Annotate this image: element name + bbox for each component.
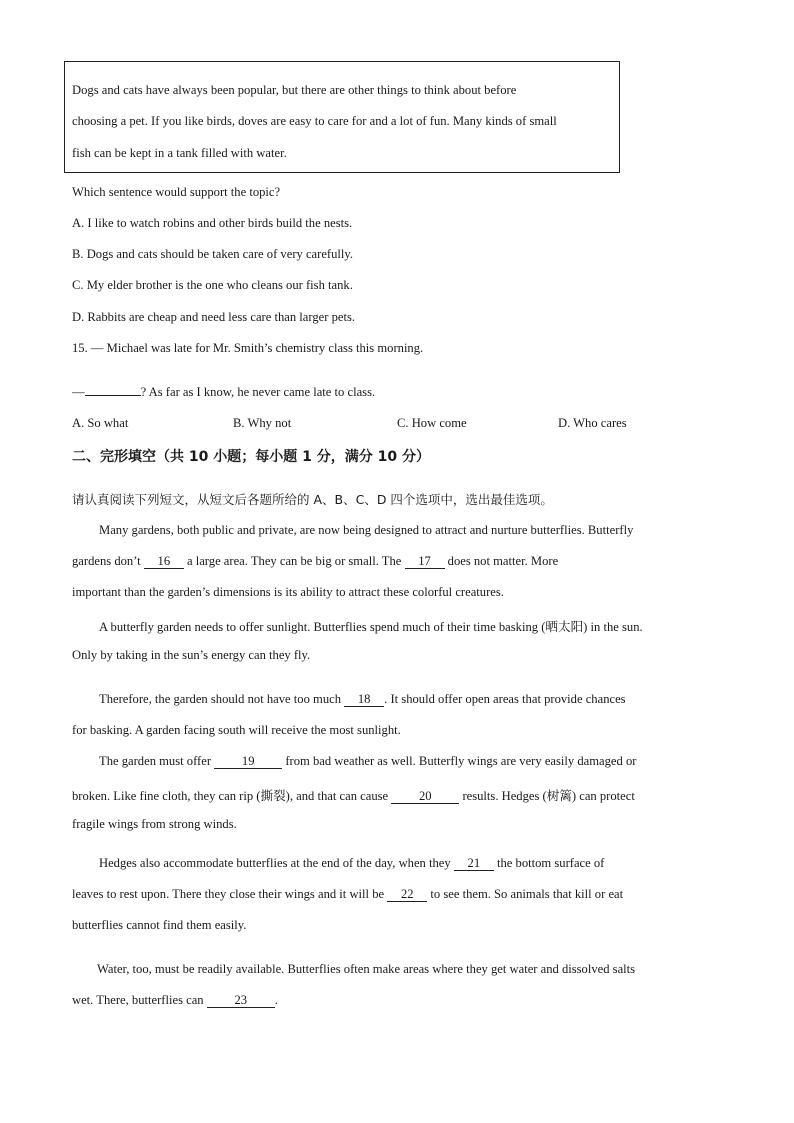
text-run: wet. There, butterflies can [72,993,204,1007]
p3-line-2: for basking. A garden facing south will receive the most sunlight. [72,723,401,737]
q15-option-d: D. Who cares [558,416,627,430]
blank-19: 19 [214,755,282,769]
q15-reply [72,385,375,400]
p2-line-2: Only by taking in the sun’s energy can they fly. [72,648,311,662]
p1-line-3: important than the garden’s dimensions is its ability to attract these colorful creatures. [72,585,504,599]
text-run: The garden must offer [99,754,212,768]
text-run: leaves to rest upon. There they close their wings and it will be [72,887,385,901]
q15-option-b: B. Why not [233,416,292,430]
p2-line-1: A butterfly garden needs to offer sunlight. Butterflies spend much of their time basking (晒太阳) in the sun. [99,620,643,634]
blank-22: 22 [387,888,427,902]
box-line-2: choosing a pet. If you like birds, doves are easy to care for and a lot of fun. Many kinds of small [72,114,557,128]
text-run: . It should offer open areas that provide chances [384,692,626,706]
p3-line-1 [99,692,626,707]
text-run: to see them. So animals that kill or eat [430,887,624,901]
q14-option-a: A. I like to watch robins and other birds build the nests. [72,216,353,230]
blank-16: 16 [144,555,184,569]
box-line-3: fish can be kept in a tank filled with water. [72,146,287,160]
blank-17: 17 [405,555,445,569]
blank-20: 20 [391,790,459,804]
p5-line-3: butterflies cannot find them easily. [72,918,247,932]
text-run: the bottom surface of [497,856,605,870]
q14-option-d: D. Rabbits are cheap and need less care than larger pets. [72,310,356,324]
p1-line-2 [72,554,558,569]
text-run: results. Hedges (树篱) can protect [462,789,635,803]
text-run: Therefore, the garden should not have too much [99,692,341,706]
q15-reply-text: ? As far as I know, he never came late to class. [140,385,376,399]
text-run: does not matter. More [447,554,559,568]
q14-option-b: B. Dogs and cats should be taken care of very carefully. [72,247,354,261]
text-run: from bad weather as well. Butterfly wings are very easily damaged or [285,754,637,768]
blank-18: 18 [344,693,384,707]
p6-line-1: Water, too, must be readily available. Butterflies often make areas where they get water and dissolved salts [97,962,636,976]
text-run: a large area. They can be big or small. The [186,554,402,568]
text-run: broken. Like fine cloth, they can rip (撕裂), and that can cause [72,789,389,803]
q15-answer-blank [85,395,141,396]
p6-line-2 [72,993,278,1008]
text-run: . [274,993,278,1007]
blank-23: 23 [207,994,275,1008]
p4-line-3: fragile wings from strong winds. [72,817,237,831]
p4-line-1 [99,754,636,769]
section-heading: 二、完形填空（共 10 小题；每小题 1 分，满分 10 分） [72,449,430,465]
q15-option-c: C. How come [397,416,467,430]
q15-stem: 15. — Michael was late for Mr. Smith’s chemistry class this morning. [72,341,424,355]
box-line-1: Dogs and cats have always been popular, but there are other things to think about before [72,83,517,97]
q15-option-a: A. So what [72,416,129,430]
p1-line-1: Many gardens, both public and private, are now being designed to attract and nurture butterflies. Butterfly [99,523,634,537]
p4-line-2 [72,785,635,804]
q15-reply-dash: — [72,385,85,399]
section-instruction: 请认真阅读下列短文，从短文后各题所给的 A、B、C、D 四个选项中，选出最佳选项。 [72,492,553,507]
q14-question: Which sentence would support the topic? [72,185,281,199]
blank-21: 21 [454,857,494,871]
q14-option-c: C. My elder brother is the one who cleans our fish tank. [72,278,353,292]
p5-line-2 [72,887,623,902]
p5-line-1 [99,856,604,871]
text-run: gardens don’t [72,554,141,568]
text-run: Hedges also accommodate butterflies at the end of the day, when they [99,856,451,870]
